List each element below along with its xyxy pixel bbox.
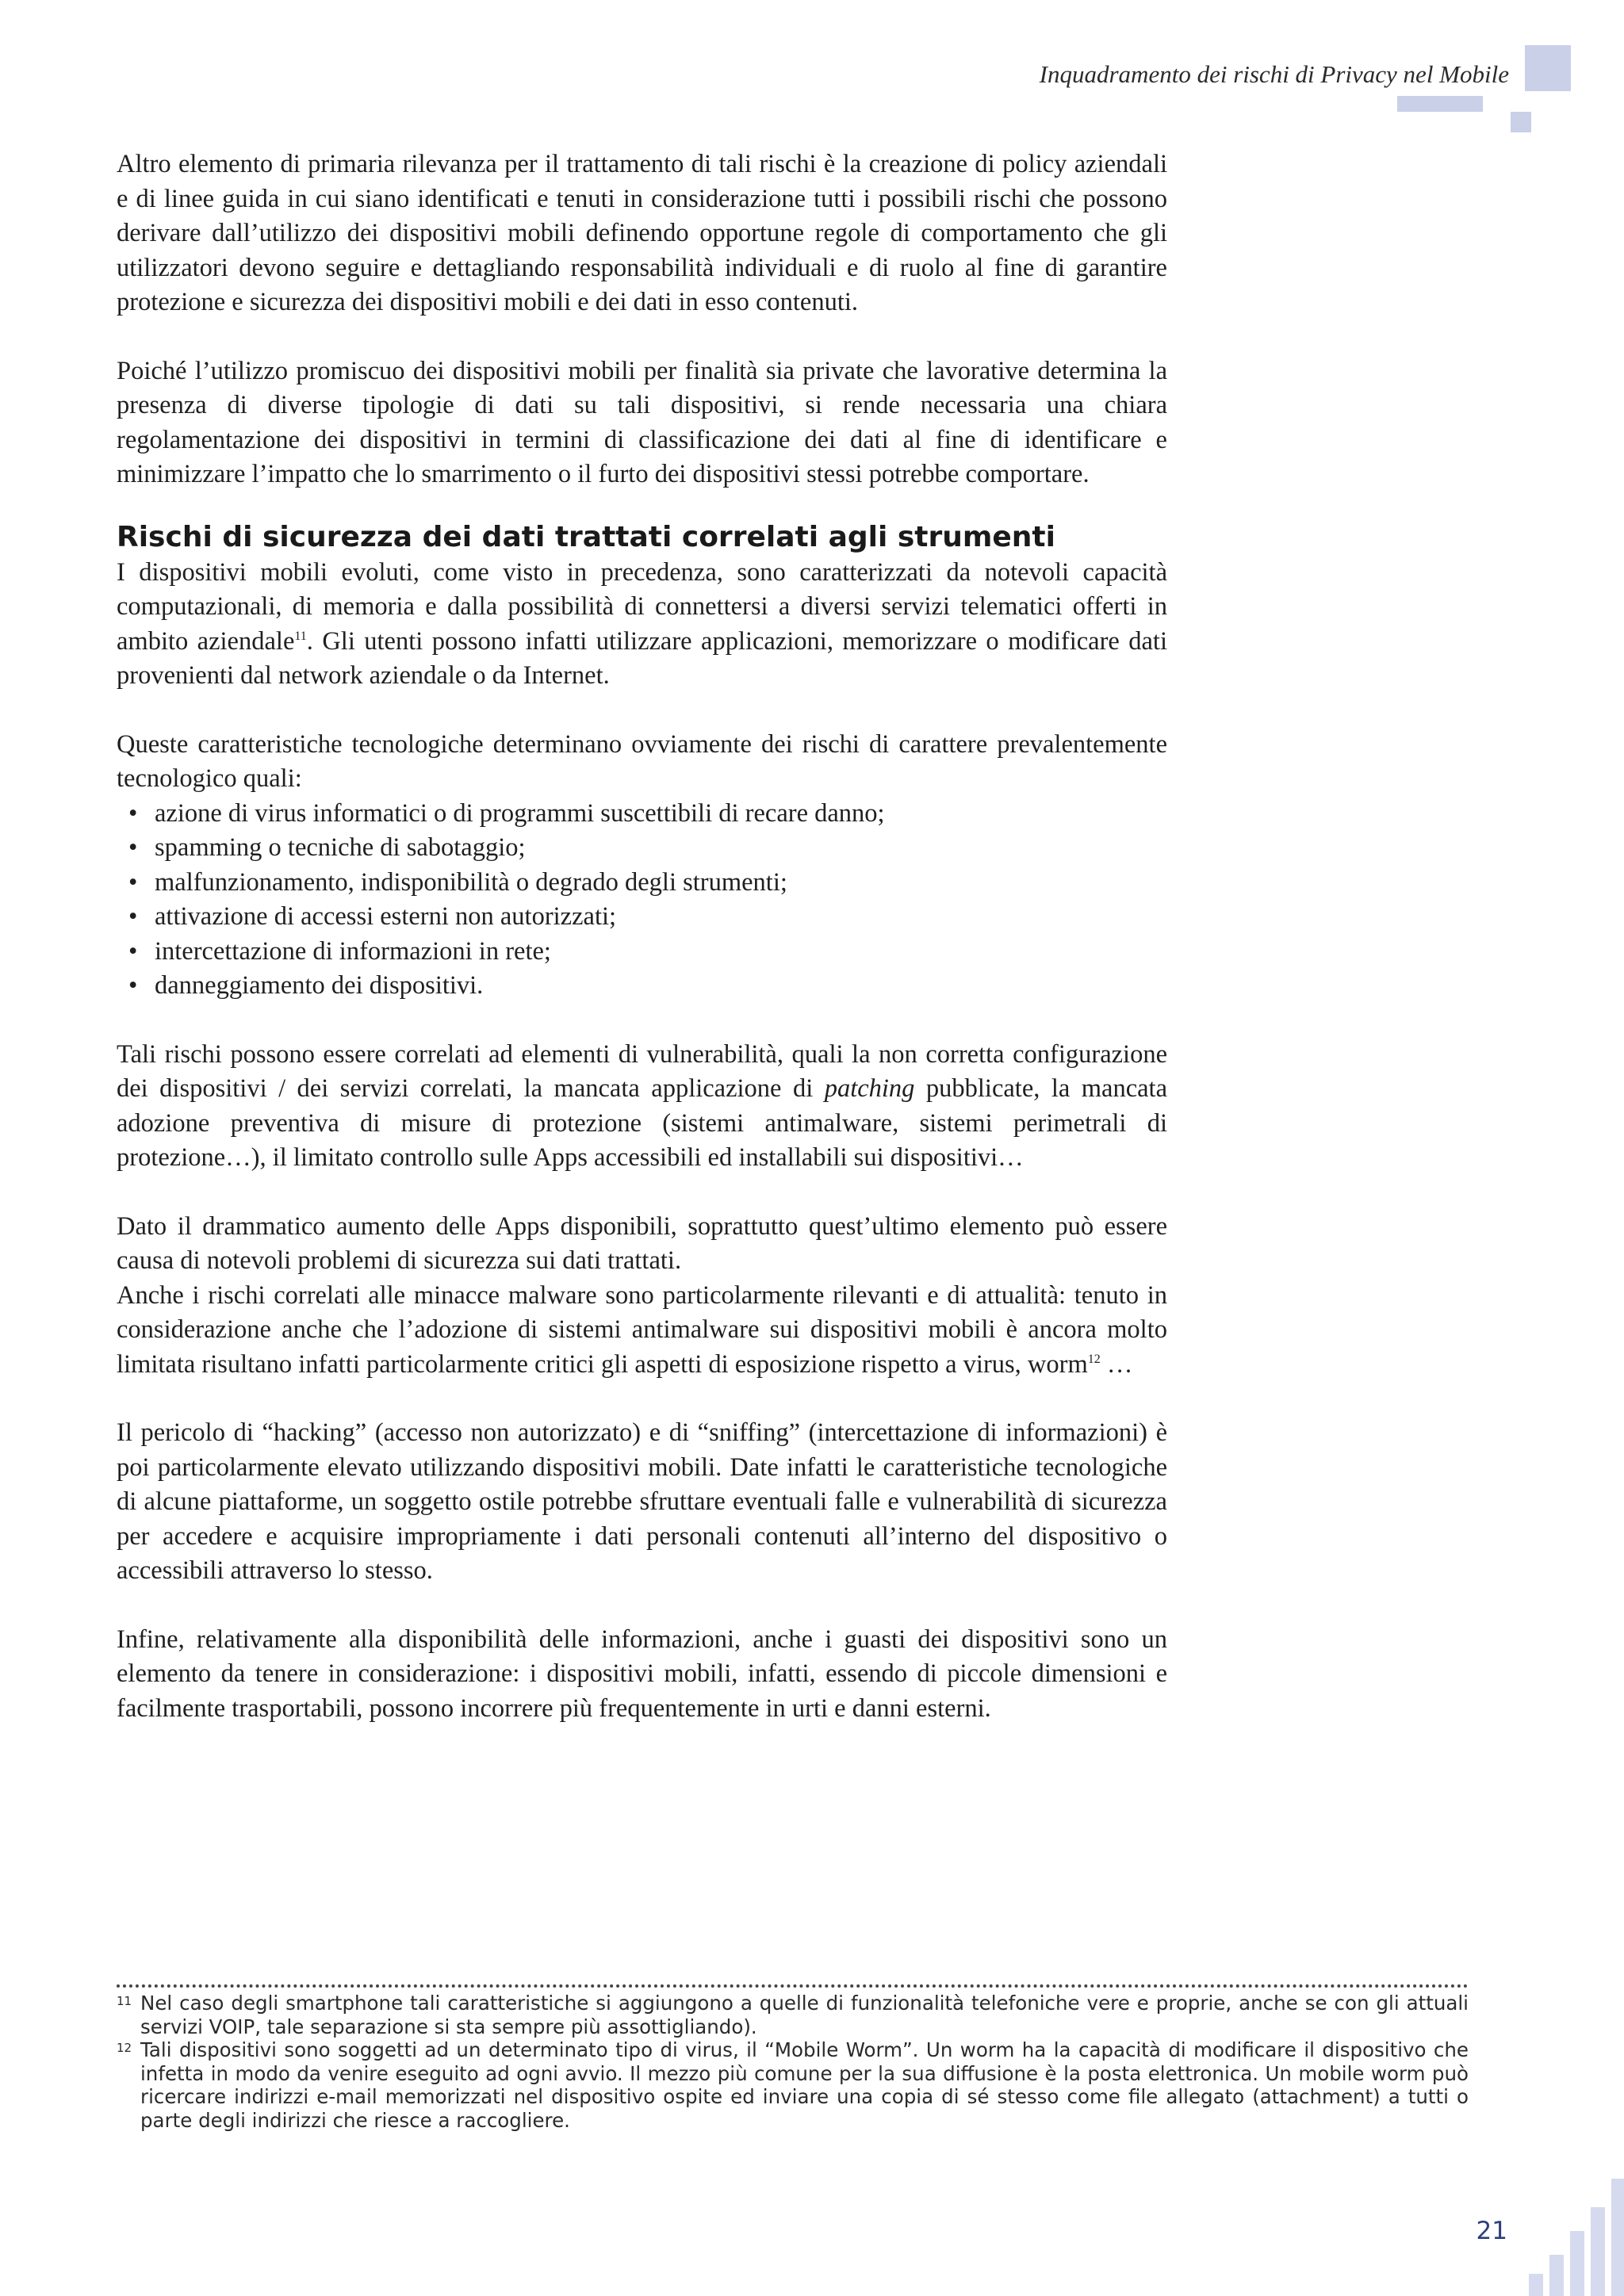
list-item: • malfunzionamento, indisponibilità o degrado degli strumenti;	[117, 866, 1167, 901]
risk-list	[117, 797, 1167, 1004]
footnote-ref-12[interactable]: 12	[1087, 1352, 1101, 1366]
decorative-bar	[1529, 2274, 1543, 2296]
decorative-bar	[1611, 2179, 1624, 2296]
footnote-number: 12	[117, 2041, 132, 2055]
decorative-bar	[1570, 2231, 1584, 2296]
paragraph-promiscuous-use: Poiché l’utilizzo promiscuo dei dispositivi mobili per finalità sia private che lavorative determina la presenza di diverse tipologie di dati su tali dispositivi, si rende necessaria una chiara regolamentazione dei dispositivi in termini di classificazione dei dati al fine di identificare e minimizzare l’impatto che lo smarrimento o il furto dei dispositivi stessi potrebbe comportare.	[117, 356, 1167, 488]
paragraph-vulnerabilities	[117, 1038, 1167, 1176]
intro-text-continued: . Gli utenti possono infatti utilizzare applicazioni, memorizzare o modificare dati provenienti dal network aziendale o da Internet.	[117, 626, 1167, 690]
header-decoration-square-large	[1525, 45, 1571, 91]
footnote-text: Nel caso degli smartphone tali caratteristiche si aggiungono a quelle di funzionalità telefoniche vere e proprie, anche se con gli attuali servizi VOIP, tale separazione si sta sempre più assottigliando).	[140, 1992, 1469, 2038]
footnote-divider	[117, 1984, 1469, 1988]
footnotes	[117, 1992, 1469, 2132]
vuln-text: Tali rischi possono essere correlati ad elementi di vulnerabilità, quali la non corretta configurazione dei dispositivi / dei servizi correlati, la mancata applicazione di	[117, 1039, 1167, 1103]
list-item: • intercettazione di informazioni in rete;	[117, 935, 1167, 970]
paragraph-apps: Dato il drammatico aumento delle Apps disponibili, soprattutto quest’ultimo elemento può essere causa di notevoli problemi di sicurezza sui dati trattati.	[117, 1211, 1167, 1275]
decorative-bar	[1591, 2207, 1605, 2296]
vuln-text-continued: pubblicate, la mancata adozione preventiva di misure di protezione (sistemi antimalware, sistemi perimetrali di protezione…), il limitato controllo sulle Apps accessibili ed installabili sui dispositivi…	[117, 1074, 1167, 1172]
list-item: • attivazione di accessi esterni non autorizzati;	[117, 900, 1167, 935]
paragraph-intro	[117, 556, 1167, 694]
decorative-bar	[1549, 2255, 1564, 2296]
list-item: • danneggiamento dei dispositivi.	[117, 969, 1167, 1004]
page-number: 21	[1476, 2217, 1507, 2245]
malware-text-continued: …	[1100, 1349, 1133, 1379]
paragraph-policy: Altro elemento di primaria rilevanza per il trattamento di tali rischi è la creazione di policy aziendali e di linee guida in cui siano identificati e tenuti in considerazione tutti i possibili rischi che possono derivare dall’utilizzo dei dispositivi mobili definendo opportune regole di comportamento che gli utilizzatori devono seguire e dettagliando responsabilità individuali e di ruolo al fine di garantire protezione e sicurezza dei dispositivi mobili e dei dati in esso contenuti.	[117, 150, 1167, 316]
header-decoration-square-small	[1511, 112, 1531, 132]
footnote-text: Tali dispositivi sono soggetti ad un determinato tipo di virus, il “Mobile Worm”. Un worm ha la capacità di modificare il dispositivo che infetta in modo da venire eseguito ad ogni avvio. Il mezzo più comune per la sua diffusione è la posta elettronica. Un mobile worm può ricercare indirizzi e-mail memorizzati nel dispositivo ospite ed inviare una copia di sé stesso come file allegato (attachment) a tutti o parte degli indirizzi che riesce a raccogliere.	[140, 2038, 1469, 2132]
footnote-number: 11	[117, 1994, 132, 2008]
malware-text: Anche i rischi correlati alle minacce malware sono particolarmente rilevanti e di attualità: tenuto in considerazione anche che l’adozione di sistemi antimalware sui dispositivi mobili è ancora molto limitata risultano infatti particolarmente critici gli aspetti di esposizione rispetto a virus, worm	[117, 1280, 1167, 1379]
footnote-11	[117, 1992, 1469, 2038]
intro-text: I dispositivi mobili evoluti, come visto in precedenza, sono caratterizzati da notevoli capacità computazionali, di memoria e dalla possibilità di connettersi a diversi servizi telematici offerti in ambito aziendale	[117, 557, 1167, 656]
running-header: Inquadramento dei rischi di Privacy nel Mobile	[1039, 60, 1509, 88]
paragraph-hacking: Il pericolo di “hacking” (accesso non autorizzato) e di “sniffing” (intercettazione di informazioni) è poi particolarmente elevato utilizzando dispositivi mobili. Date infatti le caratteristiche tecnologiche di alcune piattaforme, un soggetto ostile potrebbe sfruttare eventuali falle e vulnerabilità di sicurezza per accedere e acquisire impropriamente i dati personali contenuti all’interno del dispositivo o accessibili attraverso lo stesso.	[117, 1418, 1167, 1585]
footnote-ref-11[interactable]: 11	[294, 629, 307, 643]
footnote-12	[117, 2038, 1469, 2132]
list-item: • azione di virus informatici o di programmi suscettibili di recare danno;	[117, 797, 1167, 832]
patching-term: patching	[824, 1074, 915, 1103]
paragraph-malware	[117, 1279, 1167, 1383]
header-decoration-bar	[1397, 96, 1483, 112]
paragraph-availability: Infine, relativamente alla disponibilità delle informazioni, anche i guasti dei dispositivi sono un elemento da tenere in considerazione: i dispositivi mobili, infatti, essendo di piccole dimensioni e facilmente trasportabili, possono incorrere più frequentemente in urti e danni esterni.	[117, 1624, 1167, 1723]
main-content	[117, 147, 1167, 1726]
section-heading: Rischi di sicurezza dei dati trattati correlati agli strumenti	[117, 520, 1055, 553]
paragraph-list-intro: Queste caratteristiche tecnologiche determinano ovviamente dei rischi di carattere prevalentemente tecnologico quali:	[117, 729, 1167, 793]
list-item: • spamming o tecniche di sabotaggio;	[117, 831, 1167, 866]
